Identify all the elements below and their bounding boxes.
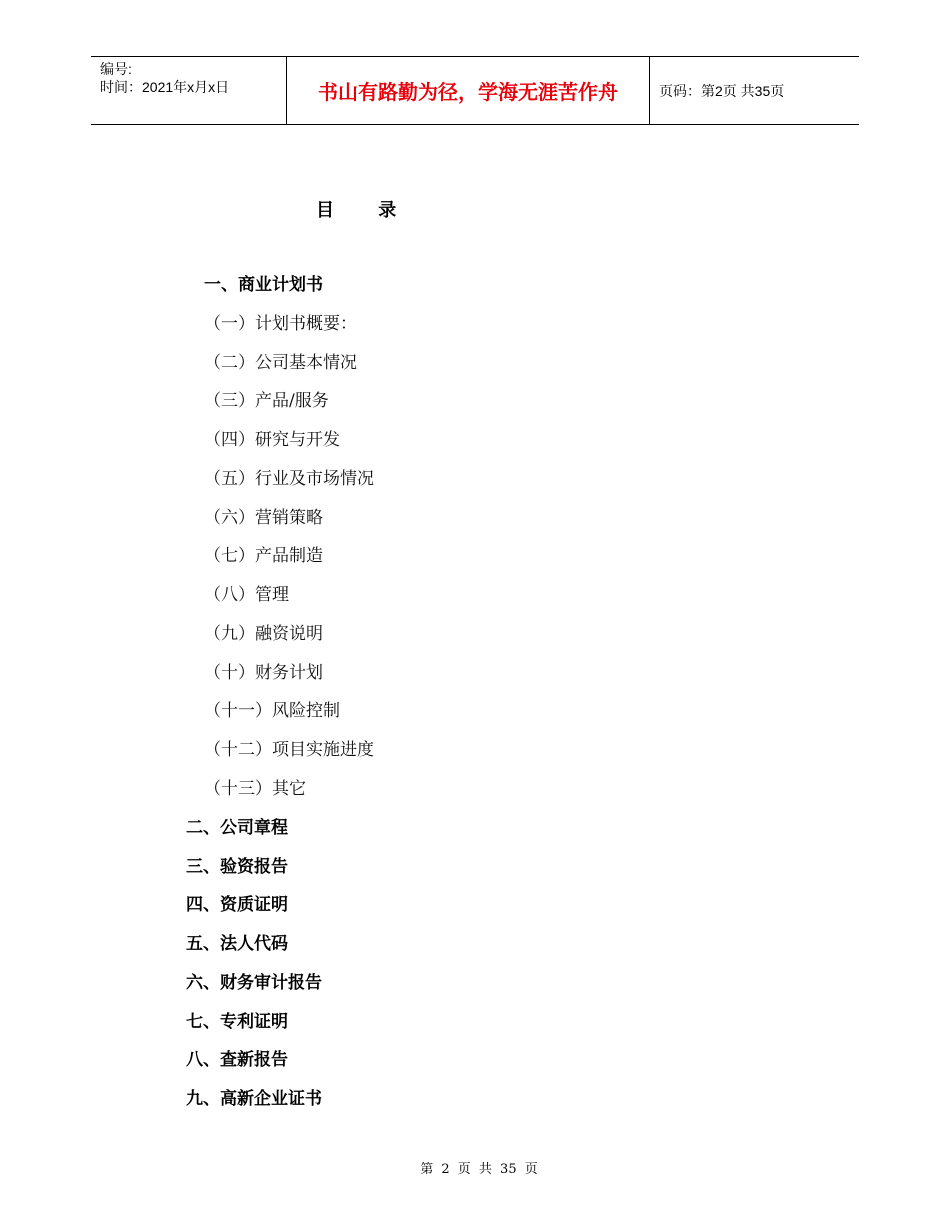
toc-subsection[interactable]: （五）行业及市场情况: [204, 469, 374, 489]
toc-section[interactable]: 三、验资报告: [186, 857, 288, 877]
toc-section[interactable]: 二、公司章程: [186, 818, 288, 838]
page-footer: 第 2 页 共 35 页: [420, 1162, 538, 1177]
toc-subsection[interactable]: （八）管理: [204, 585, 289, 605]
toc-subsection[interactable]: （十）财务计划: [204, 663, 323, 683]
header-page-cell: [650, 57, 859, 124]
toc-section[interactable]: 九、高新企业证书: [186, 1089, 322, 1109]
toc-subsection[interactable]: （二）公司基本情况: [204, 353, 357, 373]
toc-title: 目 录: [316, 200, 397, 221]
toc-section[interactable]: 八、查新报告: [186, 1050, 288, 1070]
toc-subsection[interactable]: （十三）其它: [204, 779, 306, 799]
toc-section[interactable]: 七、专利证明: [186, 1012, 288, 1032]
toc-subsection[interactable]: （十一）风险控制: [204, 701, 340, 721]
motto-text: 书山有路勤为径，学海无涯苦作舟: [318, 80, 618, 104]
toc-subsection[interactable]: （三）产品/服务: [204, 391, 329, 411]
header-info-cell: [91, 57, 287, 124]
toc-subsection[interactable]: （六）营销策略: [204, 508, 323, 528]
toc-section[interactable]: 五、法人代码: [186, 934, 288, 954]
header-motto-cell: [287, 57, 650, 124]
toc-section[interactable]: 一、商业计划书: [204, 275, 323, 295]
toc-section[interactable]: 四、资质证明: [186, 895, 288, 915]
toc-subsection[interactable]: （九）融资说明: [204, 624, 323, 644]
document-time-label: 时间：2021年x月x日: [100, 79, 230, 95]
document-number-label: 编号:: [100, 61, 132, 77]
page-code: 页码：第2页 共35页: [659, 82, 785, 99]
toc-subsection[interactable]: （十二）项目实施进度: [204, 740, 374, 760]
toc-section[interactable]: 六、财务审计报告: [186, 973, 322, 993]
toc-subsection[interactable]: （四）研究与开发: [204, 430, 340, 450]
toc-subsection[interactable]: （一）计划书概要：: [204, 314, 357, 334]
page-header: [91, 56, 859, 125]
toc-subsection[interactable]: （七）产品制造: [204, 546, 323, 566]
